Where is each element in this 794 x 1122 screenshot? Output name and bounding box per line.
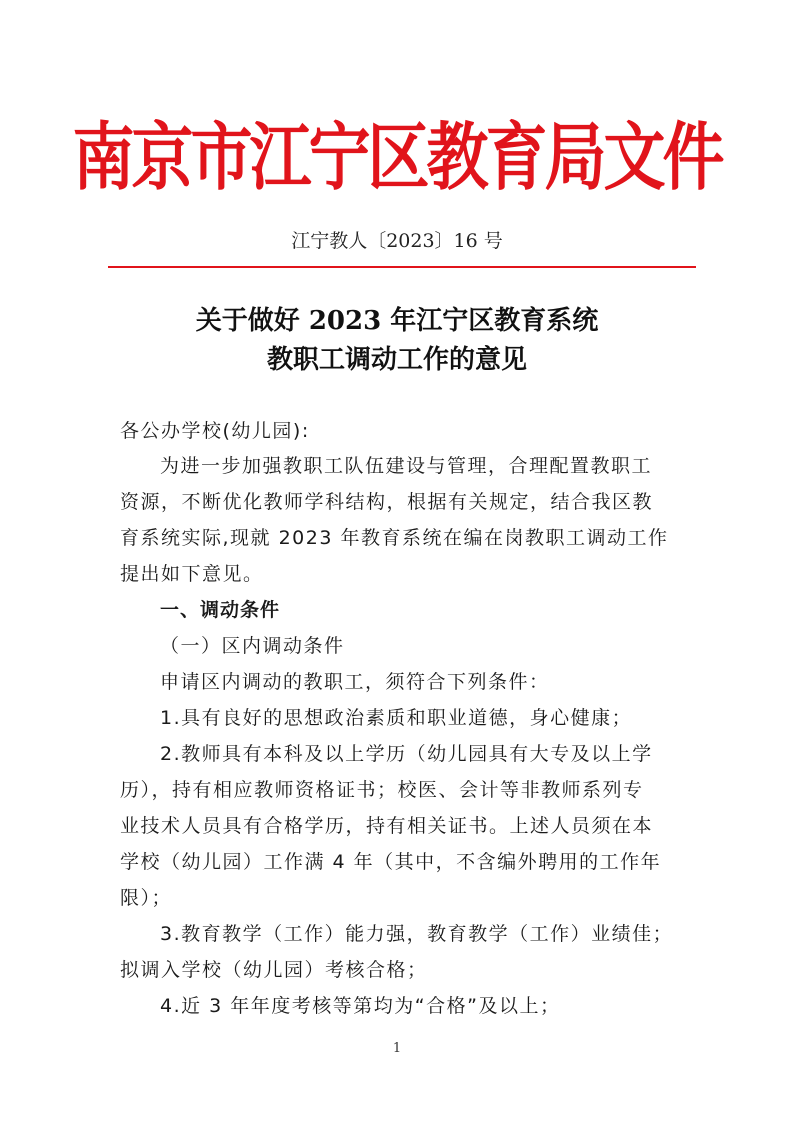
condition-item-2-line-1: 2.教师具有本科及以上学历（幼儿园具有大专及以上学	[160, 743, 653, 765]
condition-item-1: 1.具有良好的思想政治素质和职业道德，身心健康；	[160, 707, 633, 729]
condition-item-2-line-3: 业技术人员具有合格学历，持有相关证书。上述人员须在本	[120, 815, 654, 837]
page-number: 1	[392, 1041, 402, 1056]
intro-line-1: 为进一步加强教职工队伍建设与管理，合理配置教职工	[160, 455, 653, 477]
intro-line-2: 资源，不断优化教师学科结构，根据有关规定，结合我区教	[120, 491, 654, 513]
red-divider-line	[108, 266, 696, 268]
condition-item-2-line-2: 历），持有相应教师资格证书；校医、会计等非教师系列专	[120, 779, 644, 801]
document-number: 江宁教人〔2023〕16 号	[291, 230, 503, 252]
document-title-line-2: 教职工调动工作的意见	[266, 345, 527, 375]
subsection-1-heading: （一）区内调动条件	[160, 635, 345, 657]
condition-item-4: 4.近 3 年年度考核等第均为“合格”及以上；	[160, 995, 561, 1017]
subsection-1-lead: 申请区内调动的教职工，须符合下列条件：	[160, 671, 550, 693]
condition-item-2-line-4: 学校（幼儿园）工作满 4 年（其中，不含编外聘用的工作年	[120, 851, 662, 873]
section-1-heading: 一、调动条件	[160, 599, 281, 621]
masthead-title: 南京市江宁区教育局文件	[72, 113, 722, 201]
condition-item-3-line-2: 拟调入学校（幼儿园）考核合格；	[120, 959, 428, 981]
document-title-line-1: 关于做好 2023 年江宁区教育系统	[195, 306, 599, 336]
condition-item-2-line-5: 限）；	[120, 887, 173, 909]
condition-item-3-line-1: 3.教育教学（工作）能力强，教育教学（工作）业绩佳；	[160, 923, 674, 945]
intro-line-4: 提出如下意见。	[120, 563, 264, 585]
salutation: 各公办学校(幼儿园):	[120, 420, 310, 442]
intro-line-3: 育系统实际,现就 2023 年教育系统在编在岗教职工调动工作	[120, 527, 669, 549]
